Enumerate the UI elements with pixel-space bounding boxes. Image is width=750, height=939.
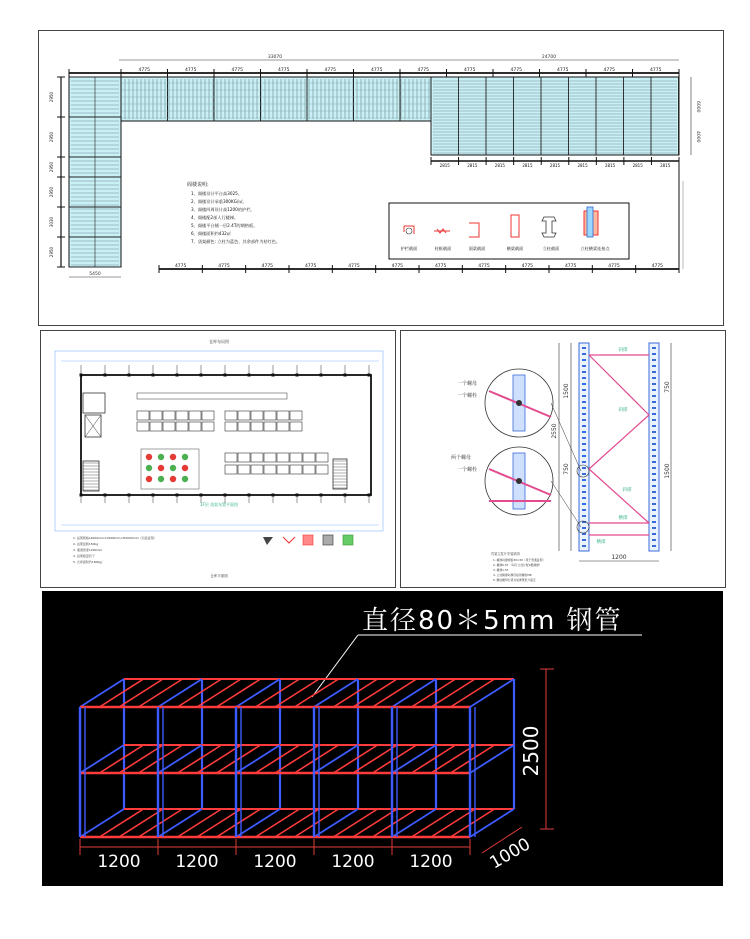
frame-dim: 1500 xyxy=(563,383,570,399)
bay-dim-label: 4775 xyxy=(434,264,447,269)
rack-3d-panel xyxy=(42,591,723,886)
bay-dim-label: 4775 xyxy=(478,264,490,269)
bay-dim-label: 4775 xyxy=(174,264,187,269)
bay-dim-label: 4775 xyxy=(138,68,150,73)
rack-3d-drawing xyxy=(42,591,723,886)
frame-bracing xyxy=(589,355,649,535)
connection-point-icon xyxy=(584,207,598,237)
right-dim-a: 6000 xyxy=(695,101,700,113)
plan-note: 6、阁楼面积约432㎡ xyxy=(191,231,231,236)
legend-label: 横梁截面 xyxy=(506,246,524,251)
bay-dim-label: 4775 xyxy=(185,68,197,73)
legend-label: 立柱截面 xyxy=(542,246,560,251)
overall-dim-right: 24700 xyxy=(541,55,557,60)
frame-note: 3. 横撑1.5T xyxy=(493,568,509,572)
plan-note: 7、货架颜色: 立柱为蓝色、其余部件为桔红色。 xyxy=(191,239,281,244)
upright-frame-drawing xyxy=(401,331,727,589)
layout-note: 4. 货架数量若干 xyxy=(73,554,95,558)
frame-notes xyxy=(491,551,545,582)
bolt-label: 一个螺栓 xyxy=(457,467,478,473)
frame-notes-title: 货架立柱片安装说明 xyxy=(491,552,520,556)
bay-dim-label: 4775 xyxy=(391,264,404,269)
bay-dim-label: 4775 xyxy=(564,264,577,269)
sub-dim-label: 2815 xyxy=(549,163,561,168)
section-legend xyxy=(389,203,629,259)
frame-dim: 750 xyxy=(664,381,671,393)
bay-dim-label: 4775 xyxy=(510,68,522,73)
sub-dim-label: 2815 xyxy=(660,163,671,168)
member-label: 斜撑 xyxy=(622,488,632,493)
sub-dim-label: 2815 xyxy=(467,163,478,168)
rack-bay-dimensions xyxy=(80,839,470,872)
bay-dim-label: 4775 xyxy=(651,264,664,269)
bay-dim-label: 4775 xyxy=(304,264,317,269)
bay-dim-label: 4775 xyxy=(417,68,429,73)
left-side-dimensions xyxy=(49,77,65,267)
layout-notes xyxy=(73,535,157,564)
upright-frame-panel xyxy=(400,330,726,588)
plan-note: 4、阁楼配2部人行楼梯。 xyxy=(191,215,239,220)
stairs-right xyxy=(333,459,347,489)
bolt-label: 一个螺母 xyxy=(457,381,478,387)
bolt-detail-bottom xyxy=(485,447,581,527)
sub-dim-label: 2815 xyxy=(577,163,588,168)
bottom-bay-dimensions xyxy=(159,263,679,273)
left-dim-label: 2950 xyxy=(49,131,54,143)
right-upright xyxy=(649,343,659,551)
left-dim-label: 3030 xyxy=(49,216,54,228)
warehouse-layout-drawing xyxy=(41,331,397,589)
member-label: 横撑 xyxy=(596,540,606,545)
layout-caption: 1F层 货架布置平面图 xyxy=(199,502,239,507)
left-dim-label: 2950 xyxy=(49,91,54,103)
plan-notes xyxy=(187,181,280,245)
plan-note: 5、阁楼平台铺一层2.4T的钢格板。 xyxy=(191,223,258,228)
rack-height-dim: 2500 xyxy=(519,725,543,777)
frame-note: 5. 螺栓螺母拧紧并加弹簧垫片固定 xyxy=(493,578,536,582)
left-upright xyxy=(579,343,589,551)
top-bay-dimensions xyxy=(69,67,679,77)
rack-bay-dim-label: 1200 xyxy=(331,852,375,872)
legend-label: 立柱横梁连接点 xyxy=(580,246,610,251)
plan-note: 1、阁楼设计平台高3025。 xyxy=(191,191,243,196)
frame-height-dim: 2550 xyxy=(551,423,558,439)
rack-bay-dim-label: 1200 xyxy=(97,852,141,872)
sub-dim-label: 2815 xyxy=(439,163,450,168)
legend-label: 柱框截面 xyxy=(434,246,452,251)
bay-dim-label: 4775 xyxy=(278,68,290,73)
layout-note: 1. 货架规格L2000mm×D600mm×H2000mm（四层货架） xyxy=(73,536,157,540)
left-dim-label: 2950 xyxy=(49,161,54,173)
frame-note: 2. 横撑0.5T （每片立柱片配2根横撑） xyxy=(493,563,542,567)
left-width-dim: 5450 xyxy=(89,272,101,277)
sub-dim-label: 2815 xyxy=(494,163,505,168)
legend-label: 护栏截面 xyxy=(400,246,418,251)
left-dim-label: 2950 xyxy=(49,246,54,258)
layout-top-title: 仓库布局图 xyxy=(209,339,229,344)
bay-dim-label: 4775 xyxy=(603,68,615,73)
warehouse-layout-panel xyxy=(40,330,396,588)
plan-note: 2、阁楼设计承重300KG/㎡。 xyxy=(191,199,247,204)
frame-dim: 750 xyxy=(563,463,570,475)
rack-title: 直径80＊5mm 钢管 xyxy=(362,606,623,636)
bay-dim-label: 4775 xyxy=(348,264,360,269)
frame-depth-dim: 1200 xyxy=(611,554,627,561)
legend-label: 面梁截面 xyxy=(468,246,486,251)
layout-note: 3. 通道宽度1200mm xyxy=(73,548,103,552)
left-dim-label: 2950 xyxy=(49,186,54,198)
layout-note: 2. 货架层载150kg xyxy=(73,542,99,546)
rack-depth-dim: 1000 xyxy=(486,834,534,874)
member-label: 斜撑 xyxy=(618,348,628,353)
bay-dim-label: 4775 xyxy=(521,264,534,269)
office-room xyxy=(83,393,105,413)
frame-dim: 1500 xyxy=(664,463,671,479)
bolt-label: 一个螺栓 xyxy=(457,393,478,399)
frame-note: 1. 横撑斜撑规格30×30（用于普通货架） xyxy=(493,558,546,562)
bay-dim-label: 4775 xyxy=(608,264,620,269)
sub-dim-label: 2815 xyxy=(632,163,643,168)
plan-notes-title: 阁楼说明: xyxy=(187,182,209,188)
plan-note: 3、阁楼四周设计高1200的护栏。 xyxy=(191,207,255,212)
bay-dim-label: 4775 xyxy=(464,68,476,73)
bay-dim-label: 4775 xyxy=(650,68,662,73)
layout-note: 5. 仓库面积约1800㎡ xyxy=(73,560,103,564)
rack-structure xyxy=(80,679,514,837)
bay-dim-label: 4775 xyxy=(261,264,274,269)
mezzanine-plan-panel xyxy=(38,30,724,326)
bolt-label: 两个螺母 xyxy=(451,455,472,461)
sub-dimensions xyxy=(431,157,679,168)
sub-dim-label: 2815 xyxy=(522,163,533,168)
mezzanine-plan-drawing xyxy=(39,31,725,327)
layout-bottom-title: 仓库平面图 xyxy=(210,574,228,578)
bay-dim-label: 4775 xyxy=(557,68,569,73)
bay-dim-label: 4775 xyxy=(324,68,336,73)
frame-note: 4. 立柱横撑斜撑连接用螺栓M8 xyxy=(493,573,532,577)
member-label: 斜撑 xyxy=(618,408,628,413)
rack-bay-dim-label: 1200 xyxy=(253,852,297,872)
bay-dim-label: 4775 xyxy=(231,68,243,73)
bay-dim-label: 4775 xyxy=(371,68,383,73)
layout-legend xyxy=(263,535,353,545)
right-dim-b: 4000 xyxy=(695,131,700,143)
rack-bay-dim-label: 1200 xyxy=(175,852,219,872)
rack-bay-dim-label: 1200 xyxy=(409,852,453,872)
stairs-left xyxy=(83,461,99,491)
member-label: 横撑 xyxy=(618,516,628,521)
sub-dim-label: 2815 xyxy=(605,163,616,168)
bay-dim-label: 4775 xyxy=(218,264,230,269)
overall-dim-left: 33070 xyxy=(267,55,283,60)
